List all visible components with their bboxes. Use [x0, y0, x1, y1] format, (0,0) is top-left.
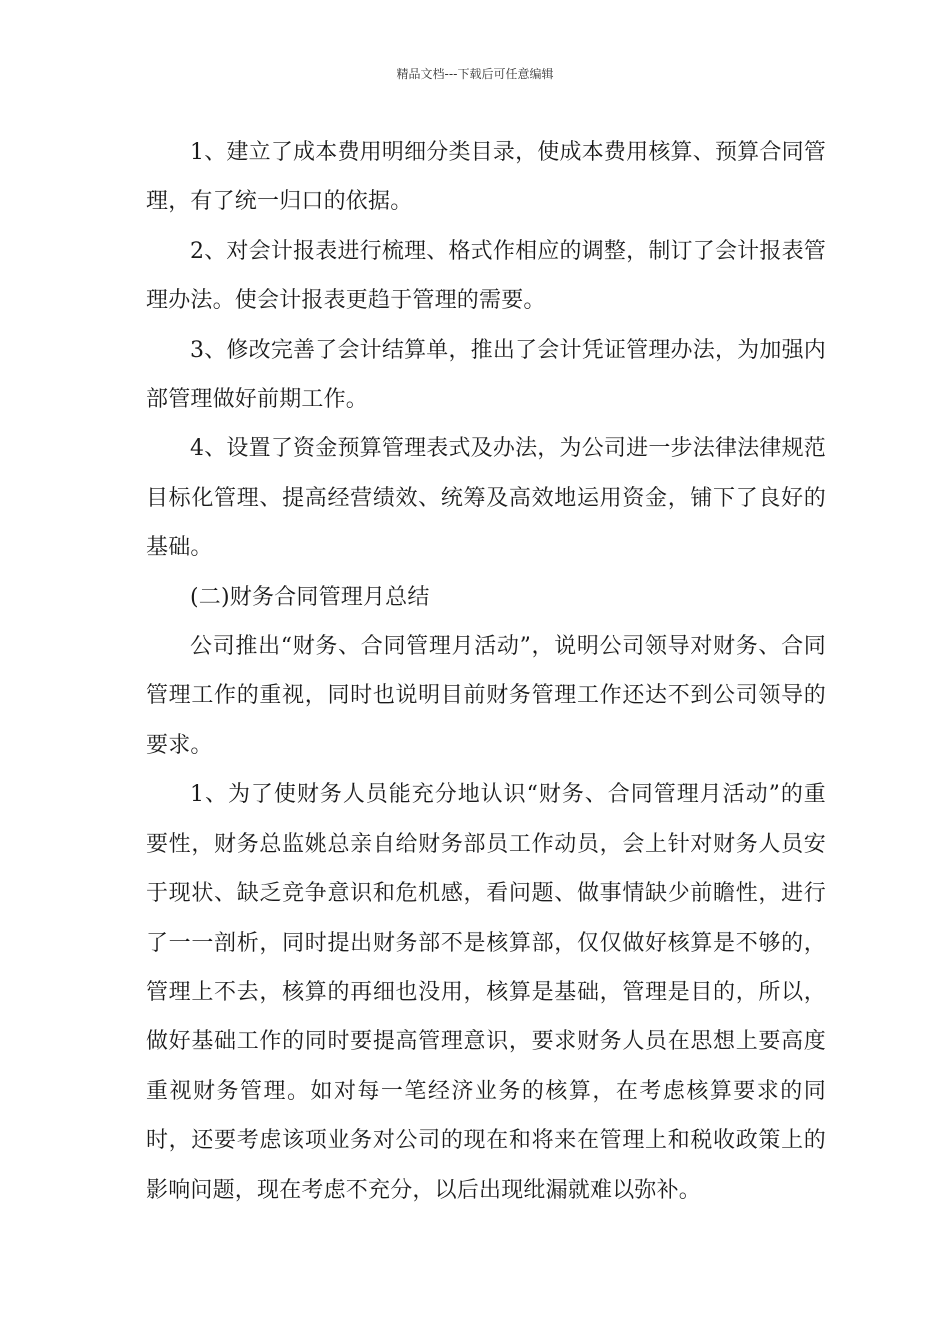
paragraph-item-2: 2、对会计报表进行梳理、格式作相应的调整，制订了会计报表管理办法。使会计报表更趋于管理的需要。	[146, 238, 826, 314]
paragraph-item-1-detail: 1、为了使财务人员能充分地认识“财务、合同管理月活动”的重要性，财务总监姚总亲自给财务部员工作动员，会上针对财务人员安于现状、缺乏竞争意识和危机感，看问题、做事情缺少前瞻性，进行了一一剖析，同时提出财务部不是核算部，仅仅做好核算是不够的，管理上不去，核算的再细也没用，核算是基础，管理是目的，所以，做好基础工作的同时要提高管理意识，要求财务人员在思想上要高度重视财务管理。如对每一笔经济业务的核算，在考虑核算要求的同时，还要考虑该项业务对公司的现在和将来在管理上和税收政策上的影响问题，现在考虑不充分，以后出现纰漏就难以弥补。	[146, 782, 826, 1203]
paragraph-item-1: 1、建立了成本费用明细分类目录，使成本费用核算、预算合同管理，有了统一归口的依据。	[146, 140, 826, 215]
page-header: 精品文档---下载后可任意编辑	[396, 67, 554, 81]
document-body	[146, 128, 826, 1215]
section-heading: (二)财务合同管理月总结	[190, 584, 430, 610]
paragraph-item-4: 4、设置了资金预算管理表式及办法，为公司进一步法律法律规范目标化管理、提高经营绩效、统筹及高效地运用资金，铺下了良好的基础。	[146, 436, 826, 561]
paragraph-intro: 公司推出“财务、合同管理月活动”，说明公司领导对财务、合同管理工作的重视，同时也说明目前财务管理工作还达不到公司领导的要求。	[146, 634, 826, 758]
paragraph-item-3: 3、修改完善了会计结算单，推出了会计凭证管理办法，为加强内部管理做好前期工作。	[146, 337, 826, 413]
